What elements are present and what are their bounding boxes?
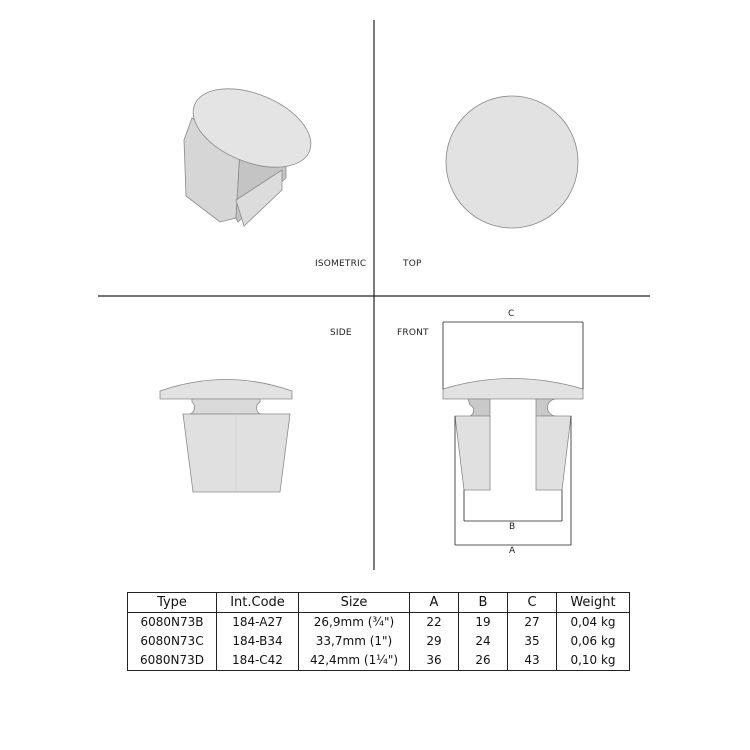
dimension-c-label: C — [508, 309, 515, 319]
table-row — [128, 613, 630, 633]
cell-type: 6080N73D — [139, 653, 205, 667]
table-row — [128, 651, 630, 671]
label-front: FRONT — [397, 328, 429, 338]
label-side: SIDE — [330, 328, 352, 338]
table-header — [128, 593, 630, 613]
cell-int-code: 184-C42 — [217, 651, 299, 671]
dimension-b-label: B — [509, 522, 516, 532]
header-weight: Weight — [557, 593, 630, 613]
side-view — [160, 380, 292, 493]
header-a: A — [410, 593, 459, 613]
cell-weight: 0,04 kg — [557, 613, 630, 633]
cell-c: 35 — [508, 632, 557, 651]
isometric-view — [182, 73, 322, 226]
cell-weight: 0,06 kg — [557, 632, 630, 651]
cell-size: 26,9mm (¾") — [299, 613, 410, 633]
top-view — [446, 96, 578, 228]
label-isometric: ISOMETRIC — [315, 259, 367, 269]
cell-a: 22 — [410, 613, 459, 633]
label-top: TOP — [403, 259, 422, 269]
front-view — [443, 379, 583, 491]
cell-b: 26 — [459, 651, 508, 671]
header-size: Size — [299, 593, 410, 613]
cell-a: 36 — [410, 651, 459, 671]
cell-size: 33,7mm (1") — [299, 632, 410, 651]
cell-int-code: 184-A27 — [217, 613, 299, 633]
cell-weight: 0,10 kg — [557, 651, 630, 671]
header-c: C — [508, 593, 557, 613]
cell-b: 19 — [459, 613, 508, 633]
header-b: B — [459, 593, 508, 613]
cell-type: 6080N73B — [140, 615, 204, 629]
cell-b: 24 — [459, 632, 508, 651]
cell-int-code: 184-B34 — [217, 632, 299, 651]
cell-c: 43 — [508, 651, 557, 671]
cell-a: 29 — [410, 632, 459, 651]
dimension-a-label: A — [509, 546, 516, 556]
header-int-code: Int.Code — [217, 593, 299, 613]
cell-type: 6080N73C — [140, 634, 204, 648]
cell-c: 27 — [508, 613, 557, 633]
specifications-table — [127, 592, 630, 671]
cell-size: 42,4mm (1¼") — [299, 651, 410, 671]
table-row — [128, 632, 630, 651]
header-type: Type — [128, 593, 217, 613]
